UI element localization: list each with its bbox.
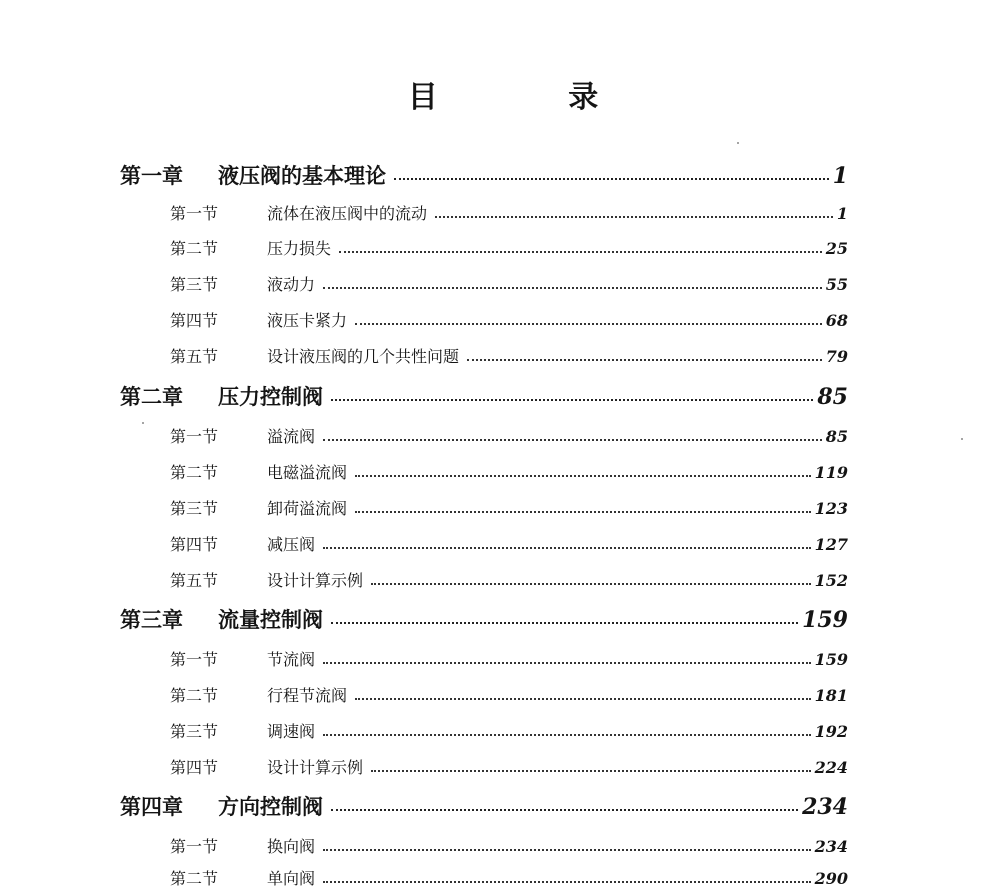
- section-number: 第三节: [170, 722, 219, 741]
- section-title: 液压卡紧力: [267, 311, 348, 330]
- page-number: 25: [825, 239, 848, 258]
- toc-chapter-2[interactable]: [120, 381, 848, 411]
- dot-leader: [323, 662, 811, 664]
- section-number: 第四节: [170, 535, 219, 554]
- section-title: 液动力: [267, 275, 316, 294]
- dot-leader: [435, 216, 833, 218]
- toc-section-3-2[interactable]: [170, 683, 848, 706]
- chapter-number: 第三章: [120, 607, 183, 632]
- toc-section-3-3[interactable]: [170, 719, 848, 742]
- dot-leader: [323, 287, 822, 289]
- page-number: 127: [814, 535, 848, 554]
- dot-leader: [323, 849, 811, 851]
- toc-section-2-5[interactable]: [170, 568, 848, 591]
- dot-leader: [323, 547, 811, 549]
- section-title: 流体在液压阀中的流动: [267, 204, 428, 223]
- scan-speck: [961, 438, 963, 440]
- page-number: 85: [817, 384, 848, 410]
- page-number: 55: [825, 275, 848, 294]
- page-number: 290: [814, 869, 848, 888]
- toc-section-1-3[interactable]: [170, 272, 848, 295]
- dot-leader: [394, 178, 829, 180]
- page-number: 181: [814, 686, 848, 705]
- section-title: 单向阀: [267, 869, 316, 888]
- section-number: 第二节: [170, 463, 219, 482]
- chapter-title: 流量控制阀: [218, 607, 323, 632]
- dot-leader: [339, 251, 822, 253]
- toc-section-4-1[interactable]: [170, 834, 848, 857]
- page-number: 123: [814, 499, 848, 518]
- section-title: 电磁溢流阀: [267, 463, 348, 482]
- toc-chapter-4[interactable]: [120, 791, 848, 821]
- dot-leader: [323, 881, 811, 883]
- section-title: 压力损失: [267, 239, 332, 258]
- section-number: 第三节: [170, 499, 219, 518]
- page-number: 79: [825, 347, 848, 366]
- toc-section-2-3[interactable]: [170, 496, 848, 519]
- toc-section-1-4[interactable]: [170, 308, 848, 331]
- dot-leader: [331, 622, 798, 624]
- toc-section-1-2[interactable]: [170, 236, 848, 259]
- dot-leader: [467, 359, 822, 361]
- toc-section-1-1[interactable]: [170, 201, 848, 224]
- page-number: 85: [825, 427, 848, 446]
- section-title: 节流阀: [267, 650, 316, 669]
- dot-leader: [371, 770, 811, 772]
- toc-section-3-4[interactable]: [170, 755, 848, 778]
- page-number: 159: [802, 607, 848, 633]
- page-number: 1: [832, 163, 848, 189]
- toc-section-2-2[interactable]: [170, 460, 848, 483]
- section-number: 第一节: [170, 650, 219, 669]
- page-number: 224: [814, 758, 848, 777]
- page-number: 192: [814, 722, 848, 741]
- page-number: 234: [814, 837, 848, 856]
- dot-leader: [371, 583, 811, 585]
- dot-leader: [323, 439, 822, 441]
- page-number: 1: [836, 204, 848, 223]
- section-title: 设计液压阀的几个共性问题: [267, 347, 460, 366]
- section-title: 调速阀: [267, 722, 316, 741]
- toc-chapter-3[interactable]: [120, 604, 848, 634]
- section-number: 第三节: [170, 275, 219, 294]
- toc-section-3-1[interactable]: [170, 647, 848, 670]
- toc-section-4-2[interactable]: [170, 866, 848, 889]
- dot-leader: [331, 809, 798, 811]
- page-number: 152: [814, 571, 848, 590]
- toc-section-2-1[interactable]: [170, 424, 848, 447]
- page-title: 目 录: [407, 80, 659, 115]
- section-title: 卸荷溢流阀: [267, 499, 348, 518]
- chapter-number: 第四章: [120, 794, 183, 819]
- page-number: 234: [802, 794, 848, 820]
- chapter-number: 第二章: [120, 384, 183, 409]
- chapter-number: 第一章: [120, 163, 183, 188]
- section-number: 第一节: [170, 427, 219, 446]
- section-number: 第四节: [170, 311, 219, 330]
- dot-leader: [355, 698, 811, 700]
- toc-chapter-1[interactable]: [120, 160, 848, 190]
- section-title: 溢流阀: [267, 427, 316, 446]
- dot-leader: [355, 511, 811, 513]
- scan-speck: [142, 422, 144, 424]
- chapter-title: 压力控制阀: [218, 384, 323, 409]
- dot-leader: [331, 399, 813, 401]
- section-number: 第二节: [170, 686, 219, 705]
- section-number: 第二节: [170, 239, 219, 258]
- section-number: 第一节: [170, 204, 219, 223]
- section-number: 第五节: [170, 571, 219, 590]
- section-title: 换向阀: [267, 837, 316, 856]
- section-title: 设计计算示例: [267, 758, 364, 777]
- section-title: 行程节流阀: [267, 686, 348, 705]
- section-title: 减压阀: [267, 535, 316, 554]
- scan-speck: [737, 142, 739, 144]
- chapter-title: 液压阀的基本理论: [218, 163, 386, 188]
- page-number: 159: [814, 650, 848, 669]
- toc-section-1-5[interactable]: [170, 344, 848, 367]
- dot-leader: [355, 323, 822, 325]
- section-number: 第五节: [170, 347, 219, 366]
- dot-leader: [355, 475, 811, 477]
- chapter-title: 方向控制阀: [218, 794, 323, 819]
- section-number: 第一节: [170, 837, 219, 856]
- section-title: 设计计算示例: [267, 571, 364, 590]
- page-number: 119: [814, 463, 848, 482]
- toc-section-2-4[interactable]: [170, 532, 848, 555]
- section-number: 第四节: [170, 758, 219, 777]
- dot-leader: [323, 734, 811, 736]
- page-number: 68: [825, 311, 848, 330]
- section-number: 第二节: [170, 869, 219, 888]
